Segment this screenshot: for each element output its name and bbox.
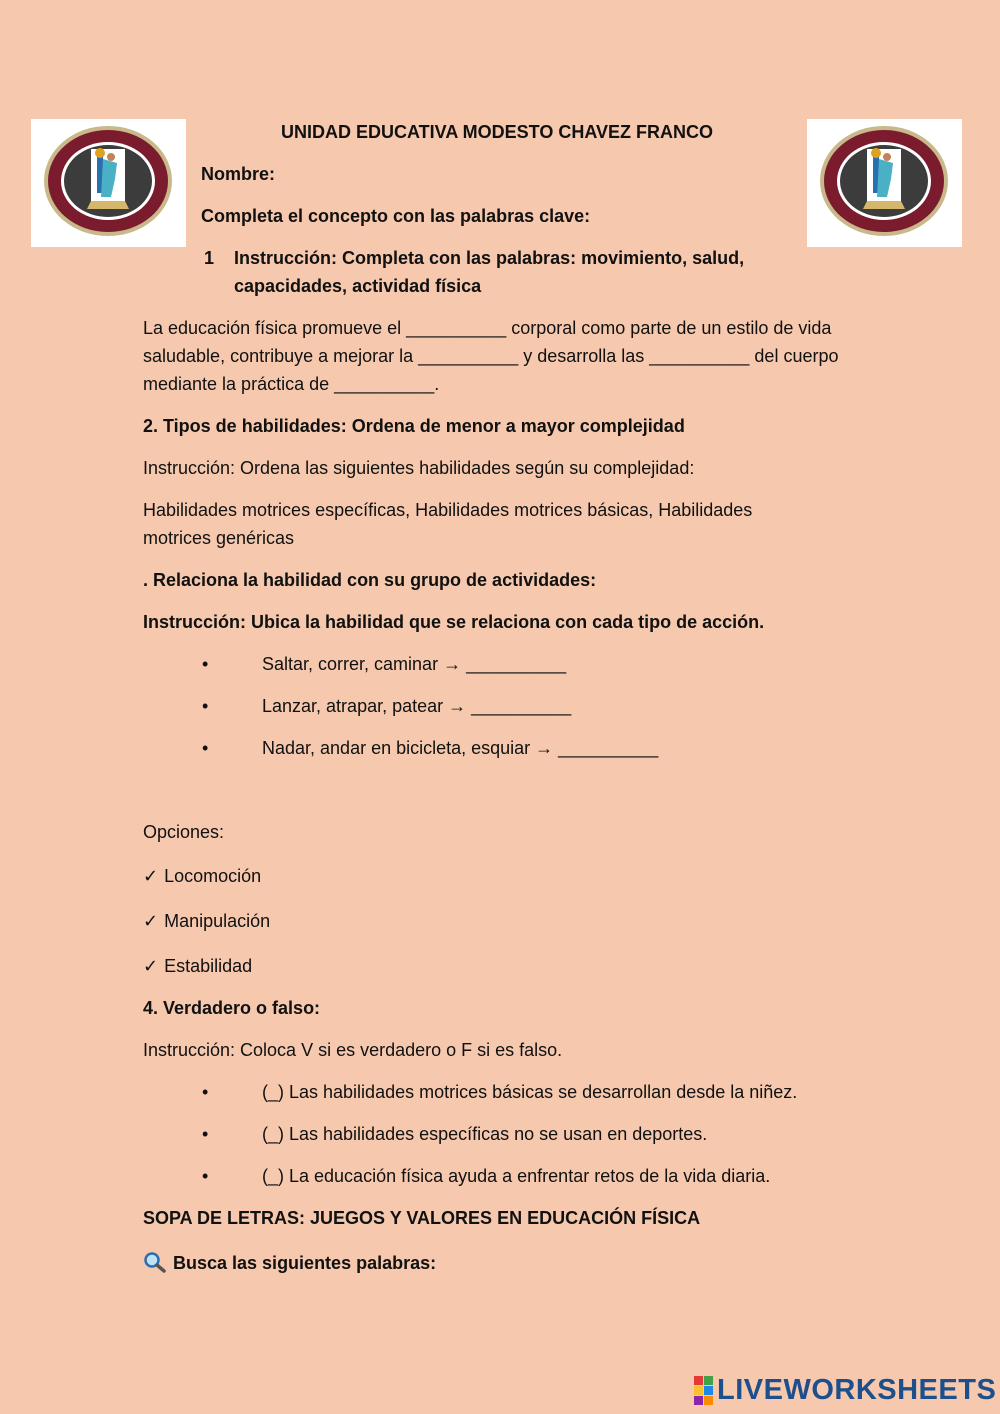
section2-list-line1: Habilidades motrices específicas, Habilidades motrices básicas, Habilidades xyxy=(143,500,753,520)
option-estabilidad xyxy=(143,952,252,980)
check-icon: ✓ xyxy=(143,911,159,931)
section4-instruction: Instrucción: Coloca V si es verdadero o F si es falso. xyxy=(143,1040,563,1060)
true-false-item: (_) Las habilidades específicas no se usan en deportes. xyxy=(262,1124,708,1144)
search-row xyxy=(143,1249,436,1277)
liveworksheets-squares-icon xyxy=(694,1376,713,1405)
section3-title: . Relaciona la habilidad con su grupo de actividades: xyxy=(143,570,597,590)
section4-title: 4. Verdadero o falso: xyxy=(143,998,321,1018)
bullet-marker: • xyxy=(202,696,209,716)
section1-number: 1 xyxy=(204,248,215,268)
bullet-marker: • xyxy=(202,1082,209,1102)
magnifier-icon xyxy=(143,1251,167,1273)
bullet-marker: • xyxy=(202,1166,209,1186)
true-false-item: (_) Las habilidades motrices básicas se desarrollan desde la niñez. xyxy=(262,1082,798,1102)
section2-instruction: Instrucción: Ordena las siguientes habilidades según su complejidad: xyxy=(143,458,695,478)
bullet-marker: • xyxy=(202,1124,209,1144)
options-label: Opciones: xyxy=(143,822,225,842)
option-locomocion xyxy=(143,862,261,890)
liveworksheets-logo xyxy=(694,1375,996,1405)
bullet-marker: • xyxy=(202,738,209,758)
section3-item: Lanzar, atrapar, patear → __________ xyxy=(262,696,572,716)
option-manipulacion xyxy=(143,907,270,935)
section3-item: Nadar, andar en bicicleta, esquiar → __________ xyxy=(262,738,659,758)
option-label: Locomoción xyxy=(164,866,262,886)
option-label: Manipulación xyxy=(164,911,271,931)
section1-paragraph-line3: mediante la práctica de __________. xyxy=(143,374,440,394)
search-label: Busca las siguientes palabras: xyxy=(173,1253,437,1273)
section1-instruction-cont: capacidades, actividad física xyxy=(234,276,482,296)
section3-item: Saltar, correr, caminar → __________ xyxy=(262,654,567,674)
section3-instruction: Instrucción: Ubica la habilidad que se relaciona con cada tipo de acción. xyxy=(143,612,765,632)
check-icon: ✓ xyxy=(143,956,159,976)
section1-instruction: Instrucción: Completa con las palabras: movimiento, salud, xyxy=(234,248,745,268)
section1-paragraph-line1: La educación física promueve el __________ corporal como parte de un estilo de vida xyxy=(143,318,832,338)
section2-title: 2. Tipos de habilidades: Ordena de menor a mayor complejidad xyxy=(143,416,685,436)
true-false-item: (_) La educación física ayuda a enfrentar retos de la vida diaria. xyxy=(262,1166,771,1186)
bullet-marker: • xyxy=(202,654,209,674)
check-icon: ✓ xyxy=(143,866,159,886)
section1-paragraph-line2: saludable, contribuye a mejorar la __________ y desarrolla las __________ del cuerpo xyxy=(143,346,839,366)
subtitle: Completa el concepto con las palabras clave: xyxy=(201,206,591,226)
section5-title: SOPA DE LETRAS: JUEGOS Y VALORES EN EDUCACIÓN FÍSICA xyxy=(143,1208,701,1228)
option-label: Estabilidad xyxy=(164,956,253,976)
nombre-label: Nombre: xyxy=(201,164,276,184)
school-name: UNIDAD EDUCATIVA MODESTO CHAVEZ FRANCO xyxy=(281,122,713,142)
section2-list-line2: motrices genéricas xyxy=(143,528,295,548)
liveworksheets-wordmark: LIVEWORKSHEETS xyxy=(717,1373,997,1406)
